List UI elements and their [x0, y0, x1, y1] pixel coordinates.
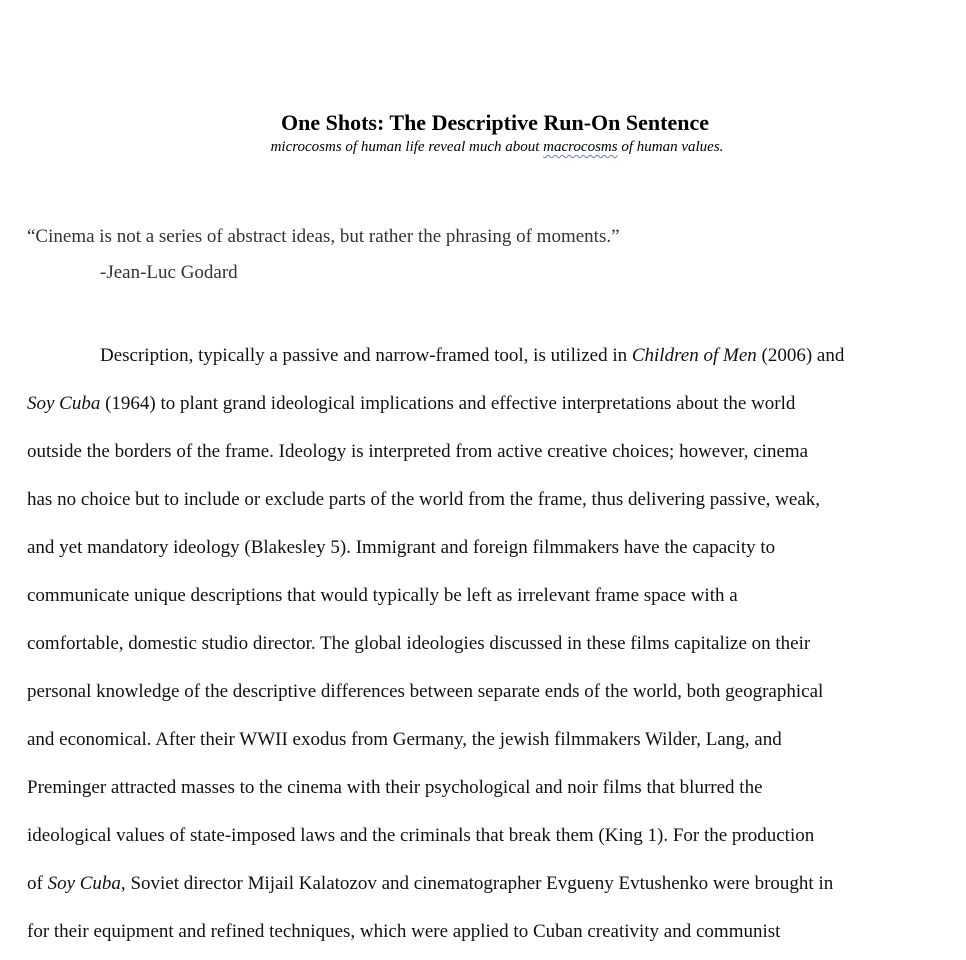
film-title: Soy Cuba — [27, 393, 101, 414]
epigraph-quote: “Cinema is not a series of abstract ideas, but rather the phrasing of moments.” — [27, 226, 620, 247]
body-line: and yet mandatory ideology (Blakesley 5). Immigrant and foreign filmmakers have the capacity to — [27, 537, 776, 558]
body-line: outside the borders of the frame. Ideology is interpreted from active creative choices; however, cinema — [27, 441, 809, 462]
subtitle-text-after: of human values. — [617, 139, 724, 155]
document-subtitle — [0, 136, 966, 158]
body-line: for their equipment and refined techniques, which were applied to Cuban creativity and communist — [27, 921, 781, 942]
epigraph-attribution: -Jean-Luc Godard — [100, 262, 238, 283]
body-line: and economical. After their WWII exodus from Germany, the jewish filmmakers Wilder, Lang, and — [27, 729, 782, 750]
body-line: comfortable, domestic studio director. The global ideologies discussed in these films capitalize on their — [27, 633, 811, 654]
body-line: personal knowledge of the descriptive differences between separate ends of the world, both geographical — [27, 681, 824, 702]
body-line: of Soy Cuba, Soviet director Mijail Kalatozov and cinematographer Evgueny Evtushenko were brought in — [27, 873, 834, 894]
film-title: Children of Men — [631, 345, 757, 366]
body-line: Soy Cuba (1964) to plant grand ideological implications and effective interpretations about the world — [27, 393, 796, 414]
body-line: communicate unique descriptions that would typically be left as irrelevant frame space with a — [27, 585, 738, 606]
document-title: One Shots: The Descriptive Run-On Sentence — [281, 110, 709, 135]
body-line: Description, typically a passive and narrow-framed tool, is utilized in Children of Men (2006) and — [100, 345, 845, 366]
subtitle-text-before: microcosms of human life reveal much about — [270, 139, 544, 155]
body-line: ideological values of state-imposed laws and the criminals that break them (King 1). For the production — [27, 825, 815, 846]
body-paragraph — [27, 332, 961, 956]
body-line: Preminger attracted masses to the cinema with their psychological and noir films that blurred the — [27, 777, 763, 798]
body-line: has no choice but to include or exclude parts of the world from the frame, thus delivering passive, weak, — [27, 489, 821, 510]
film-title: Soy Cuba, — [47, 873, 126, 894]
spellcheck-flagged-word[interactable]: macrocosms — [543, 139, 618, 155]
